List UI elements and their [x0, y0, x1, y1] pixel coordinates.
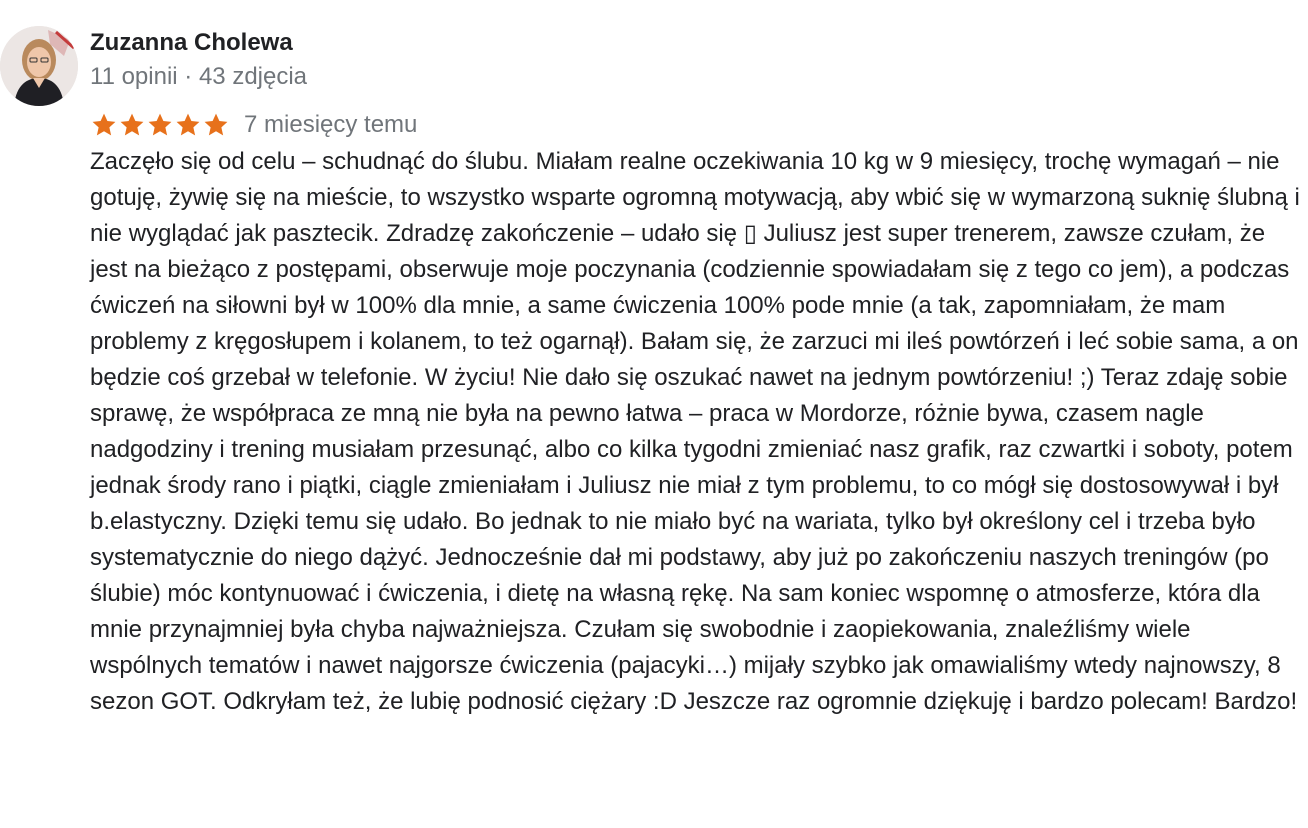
author-name[interactable]: Zuzanna Cholewa — [90, 29, 293, 56]
star-icon — [90, 111, 118, 139]
avatar-photo-icon — [0, 26, 78, 106]
star-rating — [90, 111, 230, 139]
rating-row — [90, 108, 417, 142]
star-icon — [146, 111, 174, 139]
avatar[interactable] — [0, 26, 78, 106]
review-text: Zaczęło się od celu – schudnąć do ślubu. Miałam realne oczekiwania 10 kg w 9 miesięcy, trochę wymagań – nie gotuję, żywię się na mieście, to wszystko wsparte ogromną motywacją, aby wbić się w wymarzoną suknię ślubną i nie wyglądać jak pasztecik. Zdradzę zakończenie – udało się ▯ Juliusz jest super trenerem, zawsze czułam, że jest na bieżąco z postępami, obserwuje moje poczynania (codziennie spowiadałam się z tego co jem), a podczas ćwiczeń na siłowni był w 100% dla mnie, a same ćwiczenia 100% pode mnie (a tak, zapomniałam, że mam problemy z kręgosłupem i kolanem, to też ogarnął). Bałam się, że zarzuci mi ileś powtórzeń i leć sobie sama, a on będzie coś grzebał w telefonie. W życiu! Nie dało się oszukać nawet na jednym powtórzeniu! ;) Teraz zdaję sobie sprawę, że współpraca ze mną nie była na pewno łatwa – praca w Mordorze, różnie bywa, czasem nagle nadgodziny i trening musiałam przesunąć, albo co kilka tygodni zmieniać nasz grafik, raz czwartki i soboty, potem jednak środy rano i piątki, ciągle zmieniałam i Juliusz nie miał z tym problemu, to co mógł się dostosowywał i był b.elastyczny. Dzięki temu się udało. Bo jednak to nie miało być na wariata, tylko był określony cel i trzeba było systematycznie do niego dążyć. Jednocześnie dał mi podstawy, aby już po zakończeniu naszych treningów (po ślubie) móc kontynuować i ćwiczenia, i dietę na własną rękę. Na sam koniec wspomnę o atmosferze, która dla mnie przynajmniej była chyba najważniejsza. Czułam się swobodnie i zaopiekowania, znaleźliśmy wiele wspólnych tematów i nawet najgorsze ćwiczenia (pajacyki…) mijały szybko jak omawialiśmy wtedy najnowszy, 8 sezon GOT. Odkryłam też, że lubię podnosić ciężary :D Jeszcze raz ogromnie dziękuję i bardzo polecam! Bardzo! — [90, 148, 1300, 715]
review-date: 7 miesięcy temu — [244, 111, 418, 138]
author-meta: 11 opinii · 43 zdjęcia — [90, 63, 308, 90]
star-icon — [202, 111, 230, 139]
star-icon — [174, 111, 202, 139]
star-icon — [118, 111, 146, 139]
